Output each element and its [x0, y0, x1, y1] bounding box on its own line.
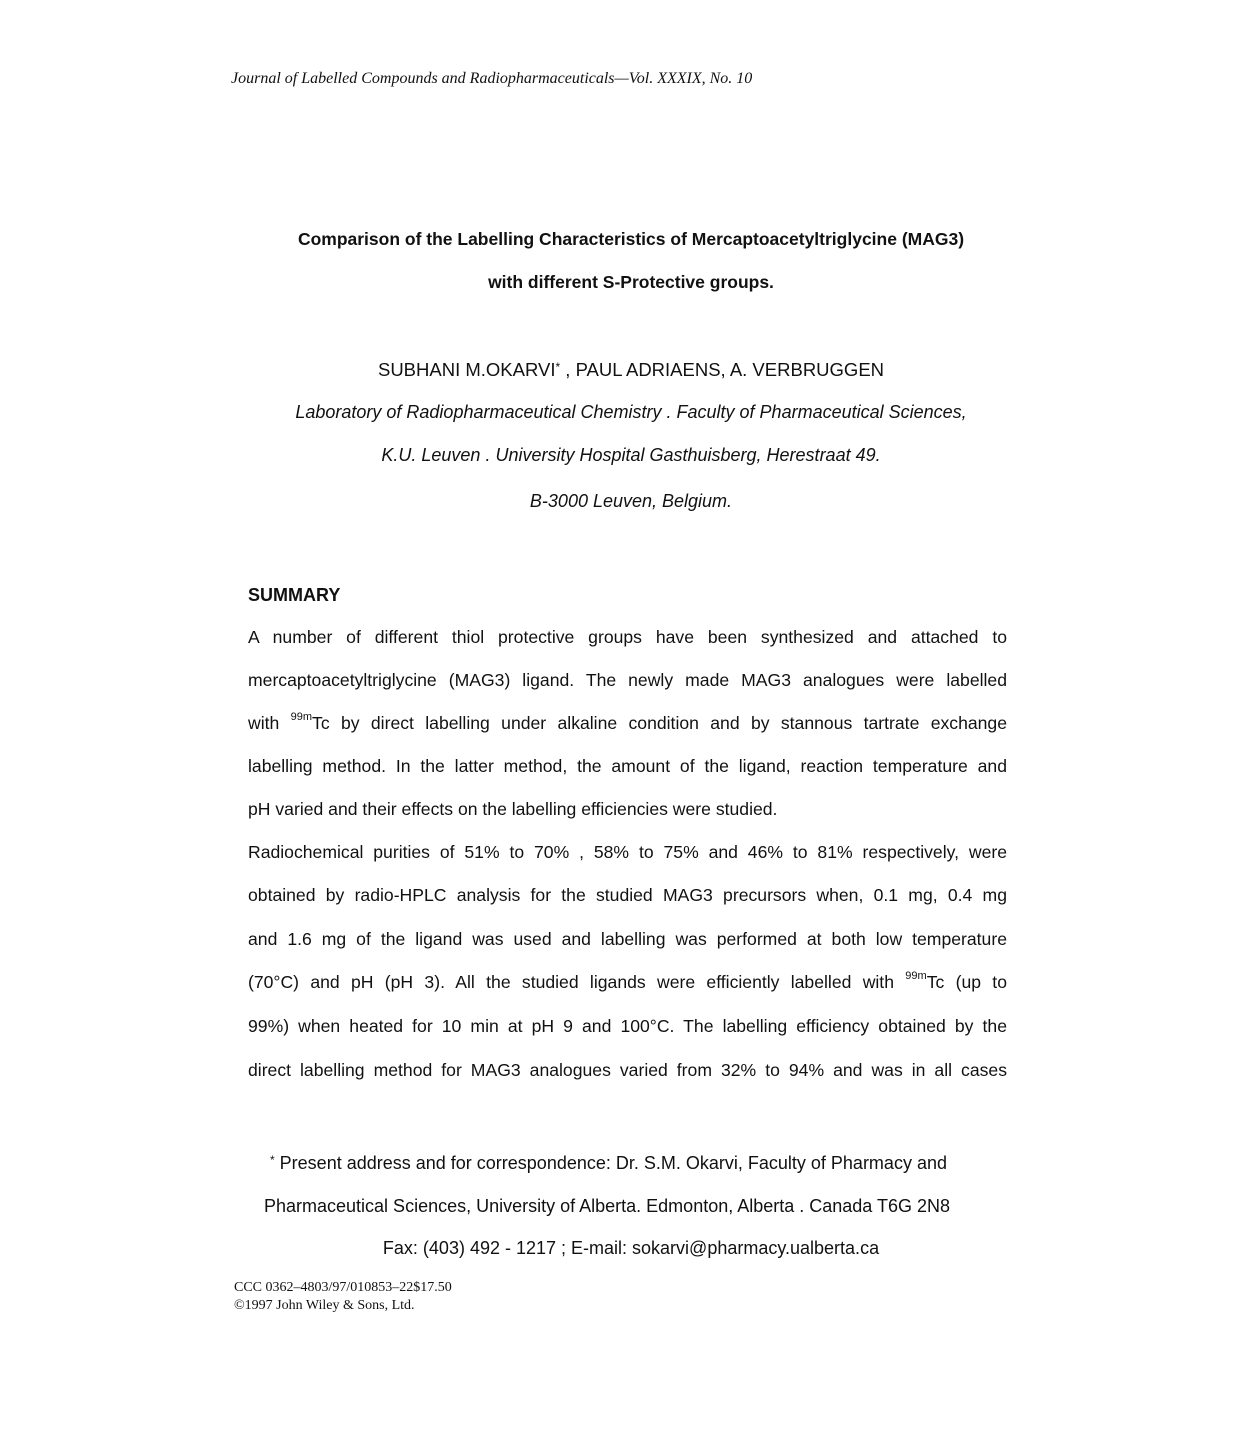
paper-title-line-2: with different S-Protective groups. [488, 272, 774, 292]
affiliation-line-3: B-3000 Leuven, Belgium. [529, 491, 733, 511]
footnote-line-2: Pharmaceutical Sciences, University of Alberta. Edmonton, Alberta . Canada T6G 2N8 [264, 1196, 951, 1216]
ccc-code: CCC 0362–4803/97/010853–22$17.50 [234, 1280, 452, 1295]
summary-heading: SUMMARY [248, 585, 341, 605]
summary-line-5: pH varied and their effects on the labelling efficiencies were studied. [248, 799, 778, 819]
summary-line-3-pre: with [248, 713, 291, 733]
summary-line-9 [248, 972, 1007, 993]
summary-line-8: and 1.6 mg of the ligand was used and labelling was performed at both low temperature [248, 929, 1007, 949]
summary-line-9-post: Tc (up to [926, 972, 1007, 992]
summary-line-11: direct labelling method for MAG3 analogues varied from 32% to 94% and was in all cases [248, 1060, 1007, 1080]
summary-line-3 [248, 713, 1007, 734]
summary-line-4: labelling method. In the latter method, the amount of the ligand, reaction temperature and [248, 756, 1007, 776]
summary-line-2: mercaptoacetyltriglycine (MAG3) ligand. The newly made MAG3 analogues were labelled [248, 670, 1007, 690]
affiliation-line-2: K.U. Leuven . University Hospital Gasthuisberg, Herestraat 49. [381, 445, 881, 465]
summary-line-3-post: Tc by direct labelling under alkaline condition and by stannous tartrate exchange [312, 713, 1007, 733]
paper-title-line-1: Comparison of the Labelling Characteristics of Mercaptoacetyltriglycine (MAG3) [297, 229, 965, 249]
author-list [0, 359, 1240, 381]
footnote-mark: * [270, 1153, 275, 1167]
footnote-line-1 [270, 1153, 947, 1174]
author-first: SUBHANI M.OKARVI [377, 359, 556, 380]
summary-line-10: 99%) when heated for 10 min at pH 9 and 100°C. The labelling efficiency obtained by the [248, 1016, 1007, 1036]
corresponding-author-mark: * [555, 360, 561, 374]
affiliation-line-1: Laboratory of Radiopharmaceutical Chemistry . Faculty of Pharmaceutical Sciences, [295, 402, 967, 422]
journal-header: Journal of Labelled Compounds and Radiopharmaceuticals—Vol. XXXIX, No. 10 [231, 70, 753, 87]
summary-line-9-pre: (70°C) and pH (pH 3). All the studied ligands were efficiently labelled with [248, 972, 906, 992]
summary-line-7: obtained by radio-HPLC analysis for the studied MAG3 precursors when, 0.1 mg, 0.4 mg [248, 885, 1007, 905]
copyright-notice: ©1997 John Wiley & Sons, Ltd. [234, 1298, 415, 1313]
footnote-line-3: Fax: (403) 492 - 1217 ; E-mail: sokarvi@pharmacy.ualberta.ca [382, 1238, 880, 1258]
isotope-superscript: 99m [290, 711, 313, 724]
summary-line-1: A number of different thiol protective groups have been synthesized and attached to [248, 627, 1007, 647]
footnote-line-1-text: Present address and for correspondence: Dr. S.M. Okarvi, Faculty of Pharmacy and [274, 1153, 947, 1173]
summary-line-6: Radiochemical purities of 51% to 70% , 58% to 75% and 46% to 81% respectively, were [248, 842, 1007, 862]
isotope-superscript: 99m [905, 970, 927, 983]
author-rest: , PAUL ADRIAENS, A. VERBRUGGEN [560, 359, 885, 380]
